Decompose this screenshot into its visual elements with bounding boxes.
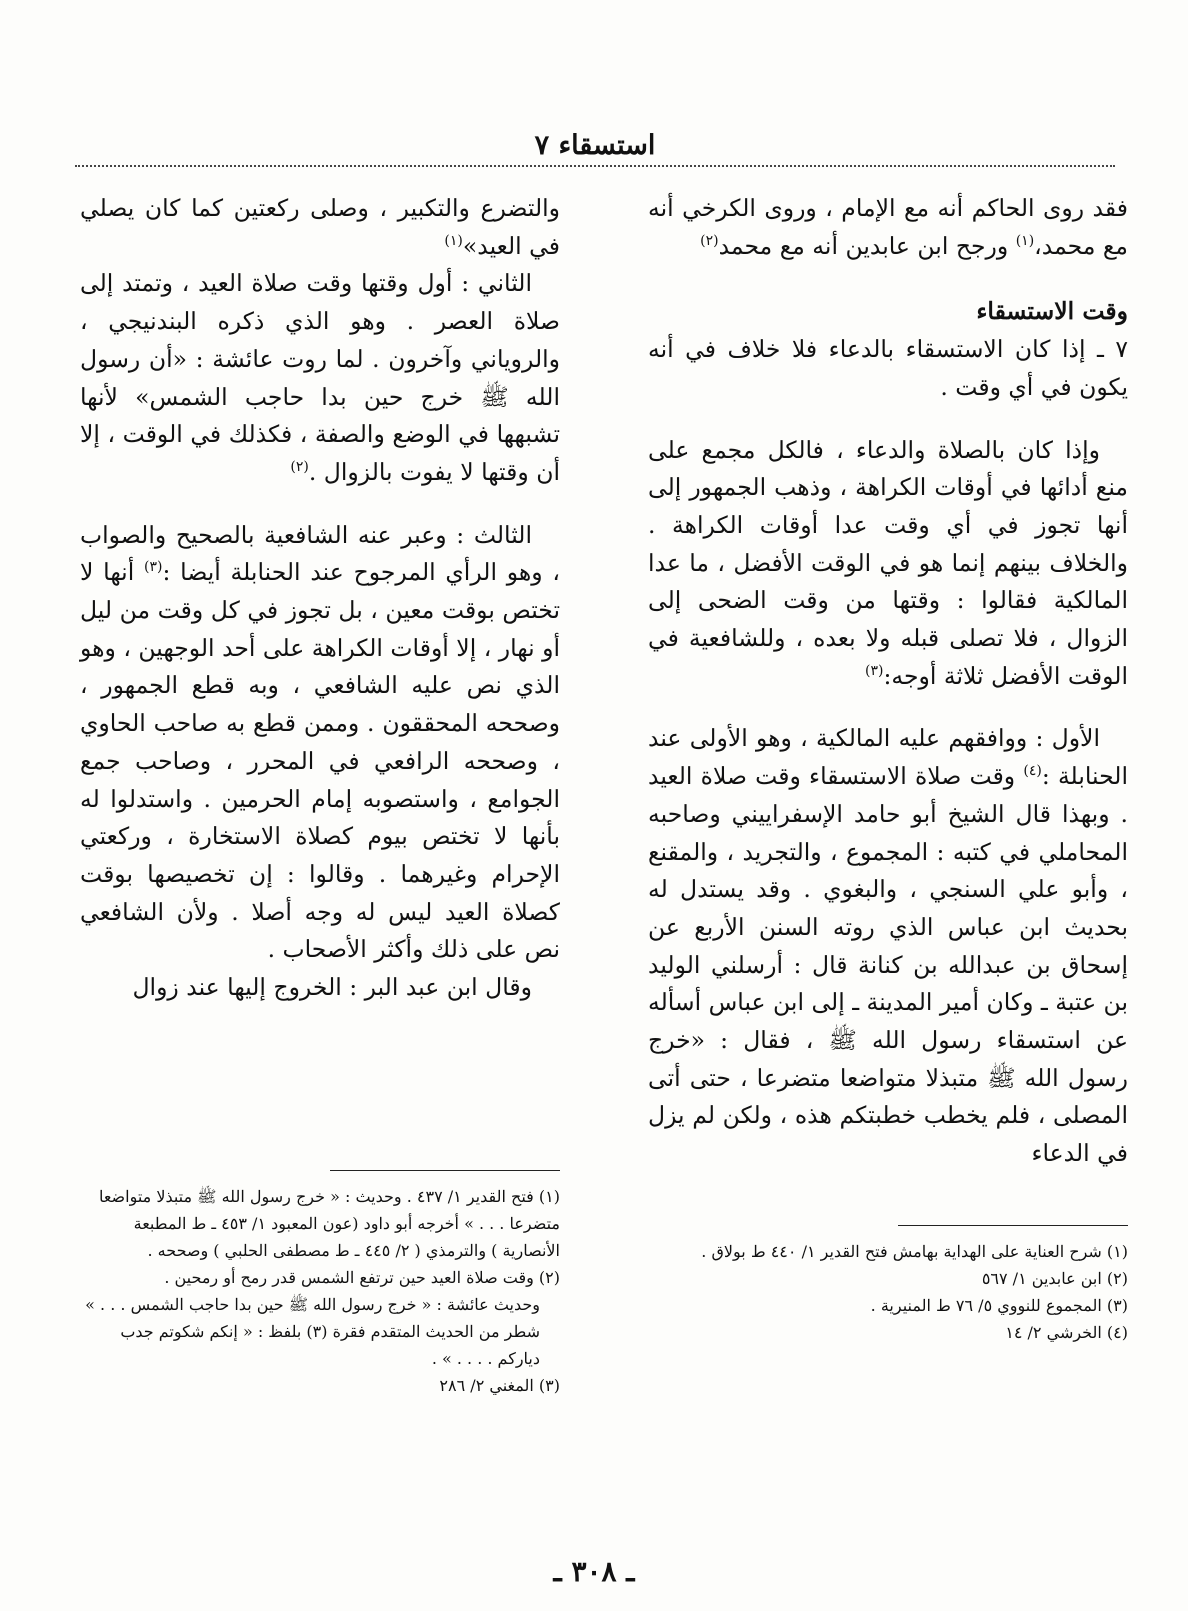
right-column — [648, 190, 1128, 1173]
header-dotted-rule — [75, 165, 1115, 167]
paragraph-prayer-time — [648, 432, 1128, 696]
footnote-ref: (٢) — [700, 232, 719, 249]
footnote-item: (٣) المجموع للنووي ٥/ ٧٦ ط المنيرية . — [870, 1296, 1128, 1315]
text-span: وإذا كان بالصلاة والدعاء ، فالكل مجمع على منع أدائها في أوقات الكراهة ، وذهب الجمهور إلى أنها تجوز في أي وقت عدا أوقات الكراهة . والخلاف بينهم إنما هو في الوقت الأفضل ، ما عدا المالكية فقالوا : وقتها من وقت الضحى إلى الزوال ، فلا تصلى قبله ولا بعده ، وللشافعية في الوقت الأفضل ثلاثة أوجه: — [648, 435, 1128, 690]
text-span: أنها لا تختص بوقت معين ، بل تجوز في كل وقت من ليل أو نهار ، إلا أوقات الكراهة على أحد الوجهين ، وهو الذي نص عليه الشافعي ، وبه قطع الجمهور ، وصححه المحققون . وممن قطع به صاحب الحاوي ، وصححه الرافعي في المحرر ، وصاحب جمع الجوامع ، واستصوبه إمام الحرمين . واستدلوا له بأنها لا تختص بيوم كصلاة الاستخارة ، وركعتي الإحرام وغيرهما . وقالوا : إن تخصيصها بوقت كصلاة العيد ليس له وجه أصلا . ولأن الشافعي نص على ذلك وأكثر الأصحاب . — [80, 558, 560, 964]
footnote-item-continuation: وحديث عائشة : « خرج رسول الله ﷺ حين بدا حاجب الشمس . . . » شطر من الحديث المتقدم فقرة (٣) بلفظ : « إنكم شكوتم جدب دياركم . . . . » . — [85, 1295, 540, 1368]
footnote-ref: (٢) — [290, 459, 309, 476]
paragraph-second-view — [80, 265, 560, 491]
page-number: ـ ٣٠٨ ـ — [553, 1555, 635, 1588]
footnote-item: (٣) المغني ٢/ ٢٨٦ — [439, 1376, 560, 1395]
text-span: والتضرع والتكبير ، وصلى ركعتين كما كان يصلي في العيد» — [80, 194, 560, 260]
footnote-item: (١) فتح القدير ١/ ٤٣٧ . وحديث : « خرج رسول الله ﷺ متبذلا متواضعا متضرعا . . . » أخرجه أبو داود (عون المعبود ١/ ٤٥٣ ـ ط المطبعة الأنصارية ) والترمذي ( ٢/ ٤٤٥ ـ ط مصطفى الحلبي ) وصححه . — [98, 1187, 560, 1260]
text-span: الثاني : أول وقتها وقت صلاة العيد ، وتمتد إلى صلاة العصر . وهو الذي ذكره البندنيجي ، والروياني وآخرون . لما روت عائشة : «أن رسول الله ﷺ خرج حين بدا حاجب الشمس» لأنها تشبهها في الوضع والصفة ، فكذلك في الوقت ، إلا أن وقتها لا يفوت بالزوال . — [80, 269, 560, 486]
footnote-item: (٢) ابن عابدين ١/ ٥٦٧ — [981, 1269, 1128, 1288]
paragraph-first-view — [648, 720, 1128, 1172]
text-span: وقت صلاة الاستسقاء وقت صلاة العيد . وبهذا قال الشيخ أبو حامد الإسفراييني وصاحبه المحاملي في كتبه : المجموع ، والتجريد ، والمقنع ، وأبو علي السنجي ، والبغوي . وقد يستدل له بحديث ابن عباس الذي روته السنن الأربع عن إسحاق بن عبدالله بن كنانة قال : أرسلني الوليد بن عتبة ـ وكان أمير المدينة ـ إلى ابن عباس أسأله عن استسقاء رسول الله ﷺ ، فقال : «خرج رسول الله ﷺ متبذلا متواضعا متضرعا ، حتى أتى المصلى ، فلم يخطب خطبتكم هذه ، ولكن لم يزل في الدعاء — [647, 762, 1128, 1168]
footnote-ref: (٤) — [1023, 763, 1042, 780]
footnote-item: (٢) وقت صلاة العيد حين ترتفع الشمس قدر رمح أو رمحين . — [164, 1268, 560, 1287]
text-span: الأول : ووافقهم عليه المالكية ، وهو الأولى عند الحنابلة : — [648, 724, 1128, 791]
paragraph-intro — [648, 190, 1128, 265]
footnote-separator — [898, 1225, 1128, 1226]
footnotes-right — [648, 1225, 1128, 1346]
paragraph-third-view — [80, 517, 560, 969]
page-header-title: استسقاء ٧ — [534, 130, 656, 161]
footnote-item: (٤) الخرشي ٢/ ١٤ — [1005, 1323, 1128, 1342]
footnotes-left — [80, 1170, 560, 1399]
footnote-ref: (٣) — [144, 559, 163, 576]
footnote-ref: (١) — [1015, 232, 1035, 249]
text-span: ورجح ابن عابدين أنه مع محمد — [718, 231, 1016, 260]
footnote-separator — [330, 1170, 560, 1171]
footnote-item: (١) شرح العناية على الهداية بهامش فتح القدير ١/ ٤٤٠ ط بولاق . — [701, 1242, 1128, 1261]
section-heading: وقت الاستسقاء — [976, 297, 1128, 326]
paragraph-7: ٧ ـ إذا كان الاستسقاء بالدعاء فلا خلاف في أنه يكون في أي وقت . — [648, 335, 1128, 401]
footnote-ref: (١) — [444, 232, 463, 249]
paragraph-ibn-abd-albarr: وقال ابن عبد البر : الخروج إليها عند زوال — [132, 973, 532, 1002]
footnote-ref: (٣) — [865, 662, 884, 679]
text-span: فقد روى الحاكم أنه مع الإمام ، وروى الكرخي أنه مع محمد، — [648, 194, 1128, 260]
left-column — [80, 190, 560, 1007]
text-span: الثالث : وعبر عنه الشافعية بالصحيح والصواب ، وهو الرأي المرجوح عند الحنابلة أيضا : — [80, 520, 561, 587]
paragraph-continuation — [80, 190, 560, 265]
